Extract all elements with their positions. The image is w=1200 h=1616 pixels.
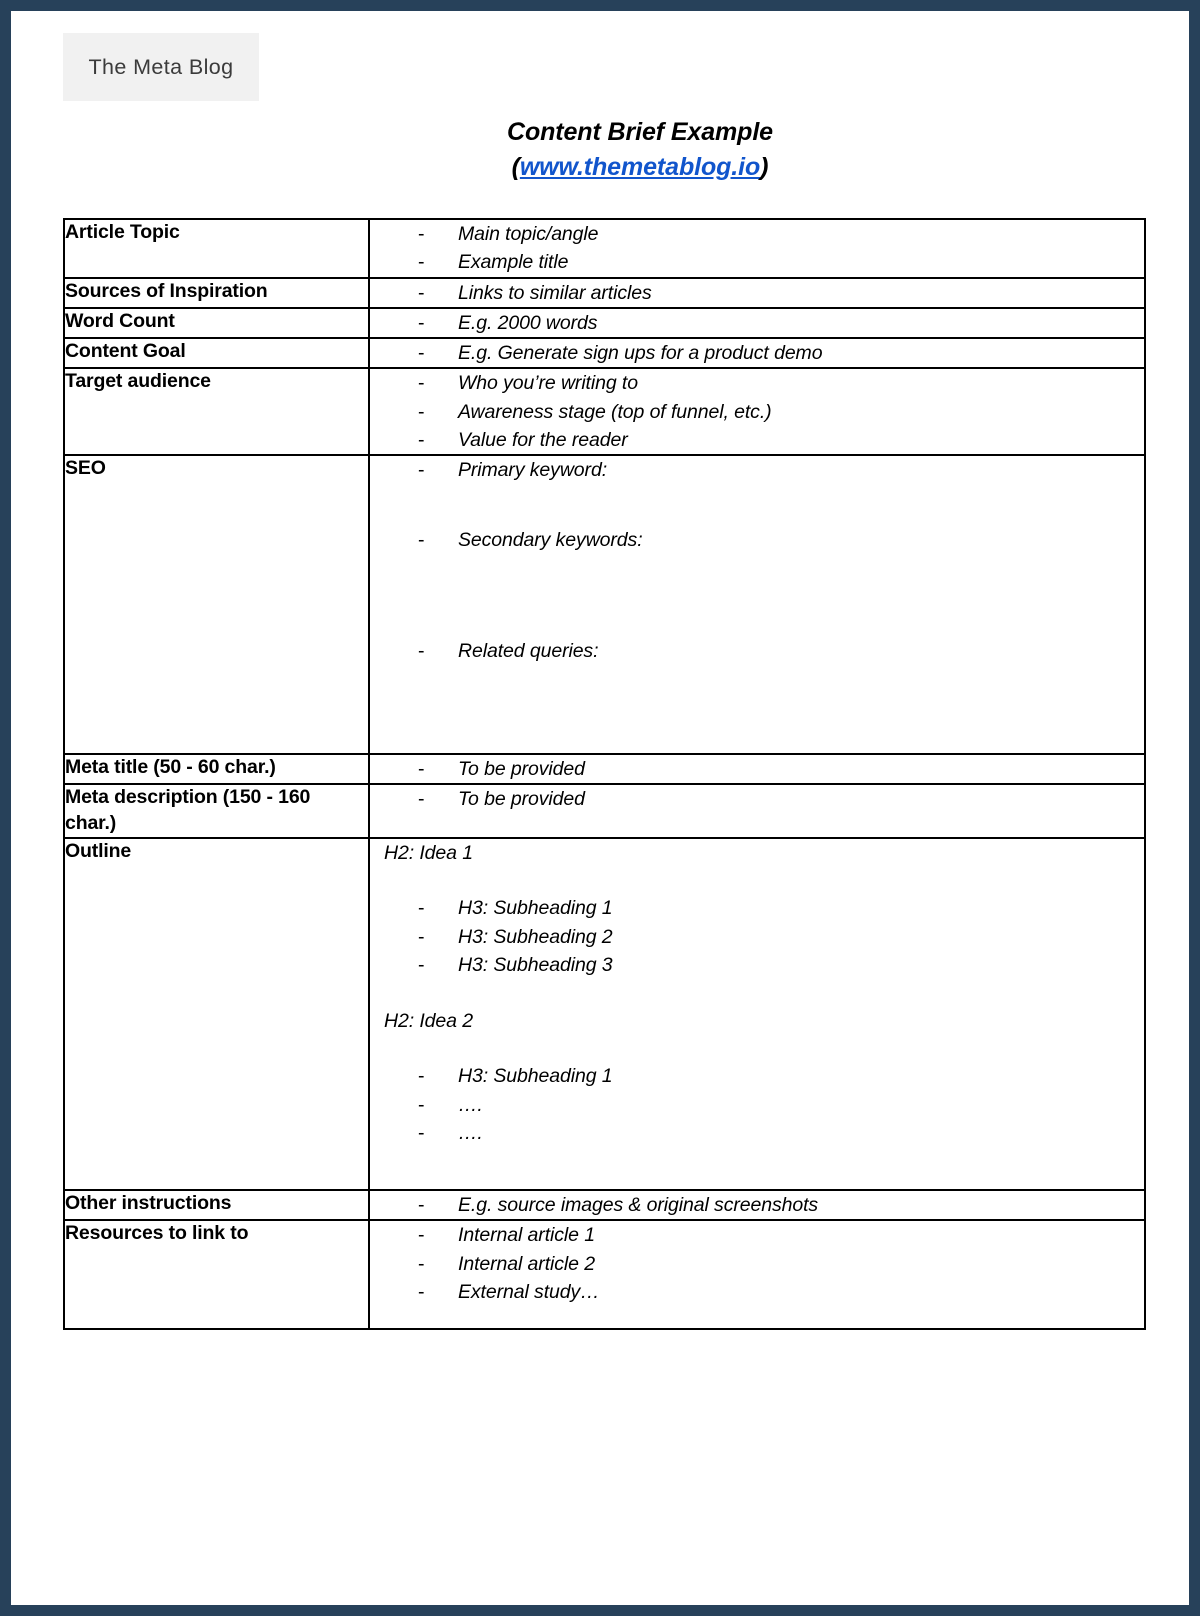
row-label-cell: [64, 368, 369, 455]
bullet-list: [370, 369, 1144, 454]
row-label: Meta title (50 - 60 char.): [65, 755, 276, 778]
row-value-cell: [369, 1190, 1145, 1220]
row-value-cell: [369, 219, 1145, 278]
row-value-cell: [369, 784, 1145, 838]
document-header: [11, 115, 1189, 184]
row-label: Resources to link to: [65, 1222, 249, 1245]
open-paren: (: [511, 152, 520, 181]
outline-heading: H2: Idea 2: [384, 1010, 473, 1033]
outline-subheading-list: [370, 894, 1144, 979]
table-row: [64, 754, 1145, 784]
outline-subheading-list: [370, 1062, 1144, 1147]
list-item: - E.g. Generate sign ups for a product demo: [370, 339, 1144, 367]
bullet-list: [370, 339, 1144, 367]
row-label-cell: [64, 1190, 369, 1220]
list-item: - Related queries:: [370, 637, 1144, 665]
bullet-list: [370, 456, 1144, 665]
row-label-cell: [64, 278, 369, 308]
list-item: - Links to similar articles: [370, 279, 1144, 307]
bullet-list: [370, 279, 1144, 307]
bullet-list: [370, 1191, 1144, 1219]
list-item: - E.g. 2000 words: [370, 309, 1144, 337]
content-brief-table: [63, 218, 1146, 1330]
row-label-cell: [64, 754, 369, 784]
page-content: [11, 11, 1189, 1605]
content-brief-table-body: [64, 219, 1145, 1329]
bullet-list: [370, 755, 1144, 783]
row-label: Article Topic: [65, 221, 180, 243]
page-title: Content Brief Example: [506, 118, 773, 146]
table-row: [64, 219, 1145, 278]
table-row: [64, 784, 1145, 838]
list-item: - E.g. source images & original screenshots: [370, 1191, 1144, 1219]
row-label: Other instructions: [65, 1192, 232, 1215]
list-item: - Secondary keywords:: [370, 526, 1144, 554]
list-item: - Internal article 2: [370, 1250, 1144, 1278]
row-label-cell: [64, 784, 369, 838]
table-row: [64, 368, 1145, 455]
list-item: - ….: [370, 1119, 1144, 1147]
list-item: - H3: Subheading 1: [370, 1062, 1144, 1090]
row-label-cell: [64, 308, 369, 338]
list-item: - Internal article 1: [370, 1221, 1144, 1249]
site-logo-text: The Meta Blog: [88, 54, 234, 79]
table-row: [64, 455, 1145, 754]
row-value-cell: [369, 754, 1145, 784]
row-label-cell: [64, 1220, 369, 1329]
row-value-cell: [369, 368, 1145, 455]
bullet-list: [370, 220, 1144, 277]
row-label-cell: [64, 455, 369, 754]
bullet-list: [370, 785, 1144, 813]
row-label: Outline: [65, 840, 132, 863]
list-item: - Example title: [370, 248, 1144, 276]
list-item: - H3: Subheading 3: [370, 951, 1144, 979]
row-value-cell: [369, 1220, 1145, 1329]
row-value-cell: [369, 455, 1145, 754]
list-item: - ….: [370, 1091, 1144, 1119]
row-label: Meta description (150 - 160 char.): [65, 786, 311, 835]
bullet-list: [370, 309, 1144, 337]
table-row: [64, 308, 1145, 338]
site-url-link[interactable]: www.themetablog.io: [519, 152, 761, 181]
document-subtitle: [91, 150, 1189, 185]
row-label-cell: [64, 838, 369, 1190]
outline-group: [370, 839, 1144, 1147]
row-label: Content Goal: [65, 340, 186, 363]
list-item: - To be provided: [370, 785, 1144, 813]
list-item: - To be provided: [370, 755, 1144, 783]
row-label: Sources of Inspiration: [65, 279, 268, 302]
list-item: - H3: Subheading 2: [370, 923, 1144, 951]
list-item: - Who you’re writing to: [370, 369, 1144, 397]
table-row: [64, 278, 1145, 308]
close-paren: ): [760, 152, 769, 181]
outline-spacer: [370, 979, 1144, 1007]
row-label: SEO: [65, 457, 106, 480]
row-value-cell: [369, 838, 1145, 1190]
list-item: - External study…: [370, 1278, 1144, 1306]
row-value-cell: [369, 338, 1145, 368]
outline-heading: H2: Idea 1: [384, 842, 473, 865]
row-label-cell: [64, 338, 369, 368]
list-item: - H3: Subheading 1: [370, 894, 1144, 922]
table-row: [64, 1190, 1145, 1220]
table-row: [64, 338, 1145, 368]
table-row: [64, 1220, 1145, 1329]
row-label: Target audience: [65, 370, 211, 393]
row-label: Word Count: [65, 309, 175, 332]
table-row: [64, 838, 1145, 1190]
row-value-cell: [369, 308, 1145, 338]
list-item: - Awareness stage (top of funnel, etc.): [370, 398, 1144, 426]
row-label-cell: [64, 219, 369, 278]
row-value-cell: [369, 278, 1145, 308]
site-logo: [63, 33, 259, 101]
list-item: - Main topic/angle: [370, 220, 1144, 248]
bullet-list: [370, 1221, 1144, 1306]
list-item: - Value for the reader: [370, 426, 1144, 454]
list-item: - Primary keyword:: [370, 456, 1144, 484]
